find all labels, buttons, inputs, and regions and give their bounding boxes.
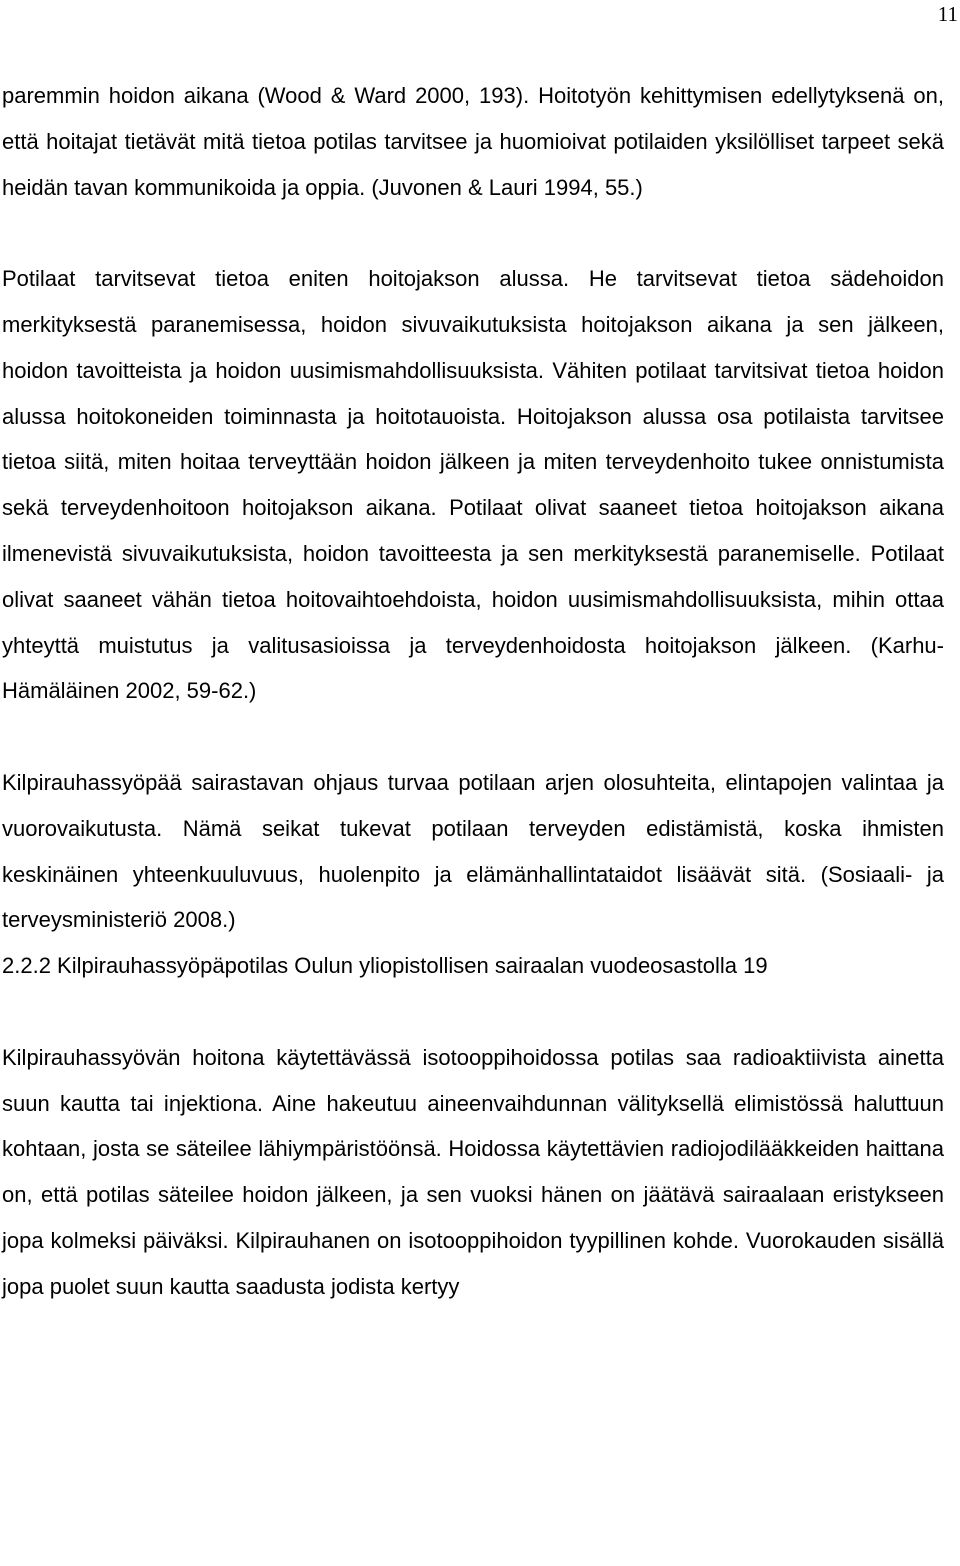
paragraph-thyroid-cancer-guidance: Kilpirauhassyöpää sairastavan ohjaus turvaa potilaan arjen olosuhteita, elintapojen valintaa ja vuorovaikutusta. Nämä seikat tukevat potilaan terveyden edistämistä, koska ihmisten keskinäinen yhteenkuuluvuus, huolenpito ja elämänhallintataidot lisäävät sitä. (Sosiaali- ja terveysministeriö 2008.) (2, 769, 944, 933)
section-heading: 2.2.2 Kilpirauhassyöpäpotilas Oulun yliopistollisen sairaalan vuodeosastolla 19 (2, 953, 768, 979)
paragraph-intro-continuation: paremmin hoidon aikana (Wood & Ward 2000, 193). Hoitotyön kehittymisen edellytyksenä on, että hoitajat tietävät mitä tietoa potilas tarvitsee ja huomioivat potilaiden yksilölliset tarpeet sekä heidän tavan kommunikoida ja oppia. (Juvonen & Lauri 1994, 55.) (2, 83, 944, 200)
page-number: 11 (937, 2, 958, 26)
paragraph-patient-information-needs: Potilaat tarvitsevat tietoa eniten hoitojakson alussa. He tarvitsevat tietoa sädehoidon merkityksestä paranemisessa, hoidon sivuvaikutuksista hoitojakson aikana ja sen jälkeen, hoidon tavoitteista ja hoidon uusimismahdollisuuksista. Vähiten potilaat tarvitsivat tietoa hoidon alussa hoitokoneiden toiminnasta ja hoitotauoista. Hoitojakson alussa osa potilaista tarvitsee tietoa siitä, miten hoitaa terveyttään hoidon jälkeen ja miten terveydenhoito tukee onnistumista sekä terveydenhoitoon hoitojakson aikana. Potilaat olivat saaneet tietoa hoitojakson aikana ilmenevistä sivuvaikutuksista, hoidon tavoitteesta ja sen merkityksestä paranemiselle. Potilaat olivat saaneet vähän tietoa hoitovaihtoehdoista, hoidon uusimismahdollisuuksista, mihin ottaa yhteyttä muistutus ja valitusasioissa ja terveydenhoidosta hoitojakson jälkeen. (Karhu-Hämäläinen 2002, 59-62.) (2, 266, 944, 704)
document-body (2, 73, 944, 1310)
paragraph-isotope-treatment: Kilpirauhassyövän hoitona käytettävässä isotooppihoidossa potilas saa radioaktiivista ainetta suun kautta tai injektiona. Aine hakeutuu aineenvaihdunnan välityksellä elimistössä haluttuun kohtaan, josta se säteilee lähiympäristöönsä. Hoidossa käytettävien radiojodilääkkeiden haittana on, että potilas säteilee hoidon jälkeen, ja sen vuoksi hänen on jäätävä sairaalaan eristykseen jopa kolmeksi päiväksi. Kilpirauhanen on isotooppihoidon tyypillinen kohde. Vuorokauden sisällä jopa puolet suun kautta saadusta jodista kertyy (2, 1044, 944, 1299)
